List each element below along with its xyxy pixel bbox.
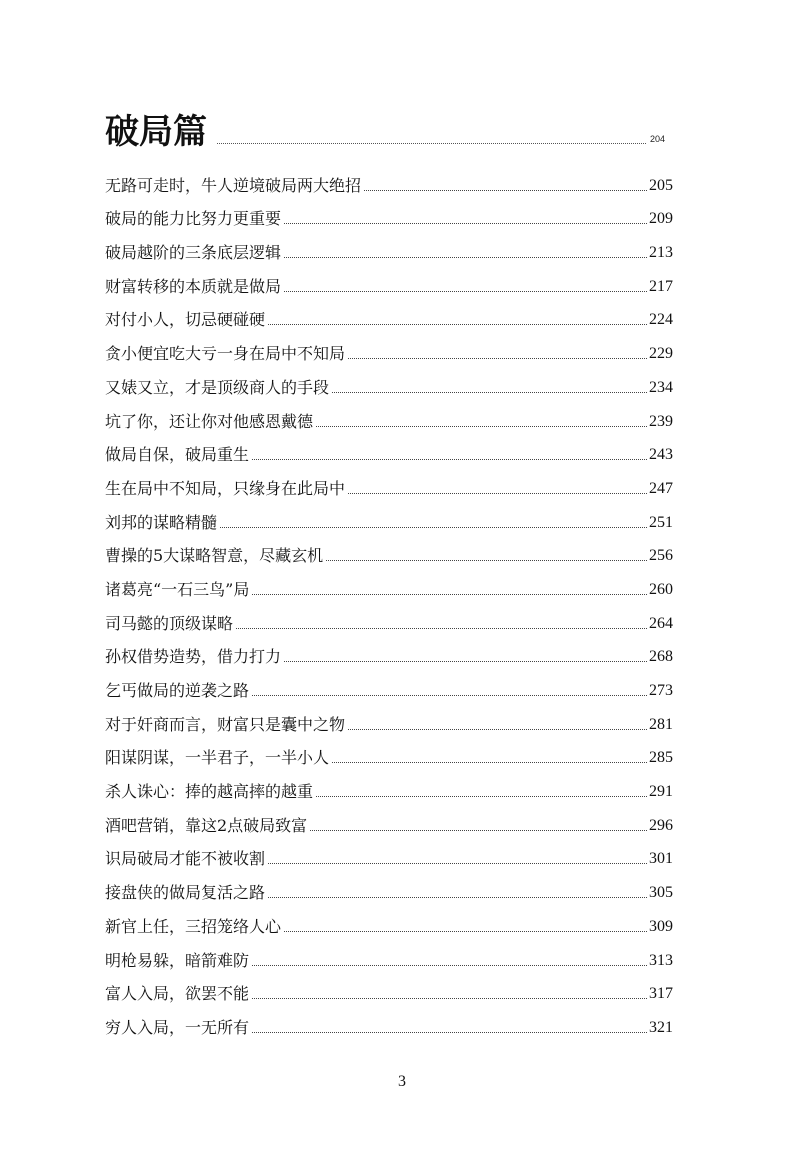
toc-dot-leader xyxy=(364,189,647,191)
toc-entry[interactable] xyxy=(105,368,673,402)
toc-entry[interactable] xyxy=(105,334,673,368)
toc-dot-leader xyxy=(220,526,647,528)
section-heading xyxy=(105,104,665,152)
toc-entry-title: 破局越阶的三条底层逻辑 xyxy=(105,243,282,263)
toc-entry-title: 孙权借势造势，借力打力 xyxy=(105,647,282,667)
toc-entry-page: 217 xyxy=(649,277,673,295)
toc-entry-title: 杀人诛心：捧的越高摔的越重 xyxy=(105,782,314,802)
toc-dot-leader xyxy=(252,458,647,460)
toc-entry[interactable] xyxy=(105,570,673,604)
toc-entry[interactable] xyxy=(105,705,673,739)
toc-dot-leader xyxy=(310,829,647,831)
toc-entry-page: 243 xyxy=(649,446,673,464)
toc-entry-title: 贪小便宜吃大亏一身在局中不知局 xyxy=(105,344,346,364)
toc-entry[interactable] xyxy=(105,739,673,773)
toc-dot-leader xyxy=(284,256,647,258)
toc-dot-leader xyxy=(348,728,647,730)
toc-entry-title: 新官上任，三招笼络人心 xyxy=(105,916,282,936)
toc-entry-page: 313 xyxy=(649,951,673,969)
toc-entry-page: 205 xyxy=(649,176,673,194)
toc-dot-leader xyxy=(284,660,647,662)
toc-entry-page: 268 xyxy=(649,648,673,666)
page-footer-number: 3 xyxy=(398,1073,406,1090)
toc-entry-page: 239 xyxy=(649,412,673,430)
toc-entry-title: 破局的能力比努力更重要 xyxy=(105,209,282,229)
toc-entry-title: 接盘侠的做局复活之路 xyxy=(105,883,266,903)
toc-entry[interactable] xyxy=(105,537,673,571)
toc-dot-leader xyxy=(252,964,647,966)
toc-entry-page: 234 xyxy=(649,378,673,396)
toc-entry-title: 乞丐做局的逆袭之路 xyxy=(105,681,250,700)
toc-entry[interactable] xyxy=(105,301,673,335)
toc-entry-page: 296 xyxy=(649,816,673,834)
toc-entry-page: 264 xyxy=(649,614,673,632)
toc-entry-title: 坑了你，还让你对他感恩戴德 xyxy=(105,411,314,431)
toc-entry-title: 又婊又立，才是顶级商人的手段 xyxy=(105,377,330,397)
toc-entry-title: 明枪易躲，暗箭难防 xyxy=(105,950,250,970)
toc-entry-title: 无路可走时，牛人逆境破局两大绝招 xyxy=(105,175,362,195)
toc-entry[interactable] xyxy=(105,772,673,806)
toc-dot-leader xyxy=(316,795,647,797)
toc-entry[interactable] xyxy=(105,806,673,840)
toc-entry-page: 229 xyxy=(649,345,673,363)
toc-entry-title: 对付小人，切忌硬碰硬 xyxy=(105,310,266,330)
toc-dot-leader xyxy=(332,761,647,763)
toc-entry-title: 穷人入局，一无所有 xyxy=(105,1017,250,1037)
toc-entry-page: 213 xyxy=(649,244,673,262)
toc-entry[interactable] xyxy=(105,840,673,874)
toc-entry[interactable] xyxy=(105,503,673,537)
toc-entry-page: 305 xyxy=(649,884,673,902)
toc-entry[interactable] xyxy=(105,975,673,1009)
section-page-number: 204 xyxy=(649,134,665,144)
toc-dot-leader xyxy=(268,896,647,898)
toc-entry-page: 281 xyxy=(649,715,673,733)
toc-dot-leader xyxy=(268,862,647,864)
toc-dot-leader xyxy=(332,391,647,393)
toc-entry[interactable] xyxy=(105,233,673,267)
toc-dot-leader xyxy=(348,357,647,359)
toc-entry[interactable] xyxy=(105,873,673,907)
table-of-contents xyxy=(105,166,673,1042)
toc-entry-title: 曹操的5大谋略智意，尽藏玄机 xyxy=(105,546,324,566)
toc-entry-page: 260 xyxy=(649,580,673,598)
toc-entry[interactable] xyxy=(105,604,673,638)
toc-entry[interactable] xyxy=(105,200,673,234)
toc-dot-leader xyxy=(252,593,647,595)
toc-entry-title: 酒吧营销，靠这2点破局致富 xyxy=(105,815,308,835)
toc-entry-title: 富人入局，欲罢不能 xyxy=(105,984,250,1004)
toc-entry[interactable] xyxy=(105,941,673,975)
toc-dot-leader xyxy=(284,930,647,932)
toc-entry-page: 273 xyxy=(649,682,673,699)
toc-entry-page: 321 xyxy=(649,1018,673,1036)
toc-entry-page: 301 xyxy=(649,850,673,868)
toc-entry-page: 251 xyxy=(649,513,673,531)
toc-dot-leader xyxy=(284,290,647,292)
toc-entry-title: 诸葛亮“一石三鸟”局 xyxy=(105,579,250,599)
toc-entry-page: 291 xyxy=(649,783,673,801)
toc-entry-page: 224 xyxy=(649,311,673,329)
toc-entry-title: 生在局中不知局，只缘身在此局中 xyxy=(105,478,346,498)
toc-entry-page: 209 xyxy=(649,210,673,228)
toc-entry[interactable] xyxy=(105,671,673,705)
toc-entry-title: 对于奸商而言，财富只是囊中之物 xyxy=(105,714,346,734)
toc-entry-page: 317 xyxy=(649,985,673,1003)
toc-dot-leader xyxy=(326,559,647,561)
toc-entry[interactable] xyxy=(105,638,673,672)
toc-dot-leader xyxy=(268,323,647,325)
toc-dot-leader xyxy=(252,997,647,999)
toc-dot-leader xyxy=(252,1031,647,1033)
toc-entry-title: 做局自保，破局重生 xyxy=(105,445,250,465)
toc-dot-leader xyxy=(316,425,647,427)
section-title: 破局篇 xyxy=(105,112,207,152)
toc-entry-title: 阳谋阴谋，一半君子，一半小人 xyxy=(105,748,330,768)
toc-entry[interactable] xyxy=(105,267,673,301)
toc-entry-title: 财富转移的本质就是做局 xyxy=(105,276,282,296)
toc-entry-page: 247 xyxy=(649,479,673,497)
toc-dot-leader xyxy=(284,222,647,224)
toc-entry[interactable] xyxy=(105,907,673,941)
toc-entry[interactable] xyxy=(105,166,673,200)
toc-entry[interactable] xyxy=(105,1008,673,1042)
toc-entry-page: 256 xyxy=(649,547,673,565)
toc-entry-page: 309 xyxy=(649,917,673,935)
toc-entry[interactable] xyxy=(105,469,673,503)
toc-entry-title: 刘邦的谋略精髓 xyxy=(105,512,218,532)
toc-entry-title: 司马懿的顶级谋略 xyxy=(105,613,234,633)
section-dot-leader xyxy=(217,142,646,144)
toc-entry[interactable] xyxy=(105,436,673,470)
toc-entry-page: 285 xyxy=(649,749,673,767)
toc-dot-leader xyxy=(348,492,647,494)
toc-entry-title: 识局破局才能不被收割 xyxy=(105,849,266,869)
toc-dot-leader xyxy=(236,627,647,629)
toc-entry[interactable] xyxy=(105,402,673,436)
toc-dot-leader xyxy=(252,694,647,696)
